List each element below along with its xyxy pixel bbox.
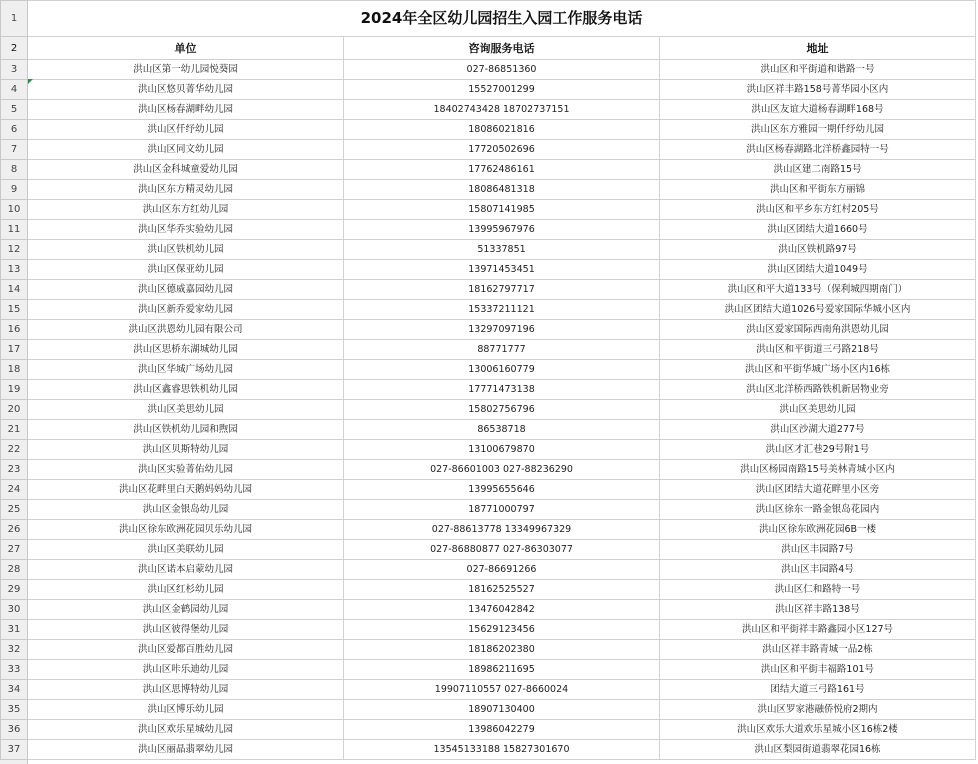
table-row bbox=[1, 360, 976, 380]
cell-unit[interactable]: 洪山区红杉幼儿园 bbox=[28, 580, 344, 600]
table-row bbox=[1, 400, 976, 420]
cell-address[interactable]: 洪山区丰园路7号 bbox=[660, 540, 976, 560]
cell-unit[interactable]: 洪山区东方红幼儿园 bbox=[28, 200, 344, 220]
cell-unit[interactable]: 洪山区新乔爱家幼儿园 bbox=[28, 300, 344, 320]
cell-address[interactable]: 洪山区沙湖大道277号 bbox=[660, 420, 976, 440]
cell-unit[interactable]: 洪山区丽晶翡翠幼儿园 bbox=[28, 740, 344, 760]
cell-phone[interactable]: 13100679870 bbox=[344, 440, 660, 460]
cell-unit[interactable]: 洪山区仟纾幼儿园 bbox=[28, 120, 344, 140]
cell-phone[interactable]: 86538718 bbox=[344, 420, 660, 440]
cell-address[interactable]: 洪山区友谊大道杨春湖畔168号 bbox=[660, 100, 976, 120]
cell-address[interactable]: 洪山区梨园街道翡翠花园16栋 bbox=[660, 740, 976, 760]
cell-unit[interactable]: 洪山区华城广场幼儿园 bbox=[28, 360, 344, 380]
cell-phone[interactable]: 15629123456 bbox=[344, 620, 660, 640]
cell-unit[interactable]: 洪山区花畔里白天鹅妈妈幼儿园 bbox=[28, 480, 344, 500]
header-unit[interactable]: 单位 bbox=[28, 37, 344, 60]
cell-address[interactable]: 洪山区和平街华城广场小区内16栋 bbox=[660, 360, 976, 380]
row-number[interactable]: 32 bbox=[1, 640, 28, 660]
cell-phone[interactable]: 18162525527 bbox=[344, 580, 660, 600]
header-row bbox=[1, 37, 976, 60]
row-number[interactable]: 30 bbox=[1, 600, 28, 620]
cell-unit[interactable]: 洪山区保亚幼儿园 bbox=[28, 260, 344, 280]
table-row bbox=[1, 240, 976, 260]
cell-phone[interactable]: 17720502696 bbox=[344, 140, 660, 160]
cell-unit[interactable]: 洪山区金科城童爱幼儿园 bbox=[28, 160, 344, 180]
row-number[interactable]: 23 bbox=[1, 460, 28, 480]
cell-phone[interactable]: 13545133188 15827301670 bbox=[344, 740, 660, 760]
row-number[interactable]: 27 bbox=[1, 540, 28, 560]
cell-address[interactable]: 洪山区祥丰路青城一品2栋 bbox=[660, 640, 976, 660]
cell-phone[interactable]: 027-86601003 027-88236290 bbox=[344, 460, 660, 480]
table-row bbox=[1, 340, 976, 360]
table-row bbox=[1, 680, 976, 700]
row-number[interactable]: 4 bbox=[1, 80, 28, 100]
cell-unit[interactable]: 洪山区德威嘉园幼儿园 bbox=[28, 280, 344, 300]
cell-phone[interactable]: 17762486161 bbox=[344, 160, 660, 180]
cell-unit[interactable]: 洪山区悠贝菁华幼儿园 bbox=[28, 80, 344, 100]
cell-unit[interactable]: 洪山区贝斯特幼儿园 bbox=[28, 440, 344, 460]
row-number[interactable]: 17 bbox=[1, 340, 28, 360]
row-number[interactable]: 21 bbox=[1, 420, 28, 440]
cell-phone[interactable]: 51337851 bbox=[344, 240, 660, 260]
cell-address[interactable]: 洪山区仁和路特一号 bbox=[660, 580, 976, 600]
table-row bbox=[1, 480, 976, 500]
cell-address[interactable]: 洪山区团结大道1049号 bbox=[660, 260, 976, 280]
header-phone[interactable]: 咨询服务电话 bbox=[344, 37, 660, 60]
table-row bbox=[1, 380, 976, 400]
row-number[interactable]: 1 bbox=[1, 1, 28, 37]
cell-unit[interactable]: 洪山区杨春湖畔幼儿园 bbox=[28, 100, 344, 120]
table-row bbox=[1, 60, 976, 80]
row-number[interactable]: 24 bbox=[1, 480, 28, 500]
cell-unit[interactable]: 洪山区铁机幼儿园 bbox=[28, 240, 344, 260]
row-number[interactable]: 33 bbox=[1, 660, 28, 680]
cell-unit[interactable]: 洪山区实验菁佑幼儿园 bbox=[28, 460, 344, 480]
cell-phone[interactable]: 18086021816 bbox=[344, 120, 660, 140]
cell-phone[interactable]: 15802756796 bbox=[344, 400, 660, 420]
table-row bbox=[1, 580, 976, 600]
row-number[interactable]: 35 bbox=[1, 700, 28, 720]
cell-address[interactable]: 团结大道三弓路161号 bbox=[660, 680, 976, 700]
row-number[interactable]: 34 bbox=[1, 680, 28, 700]
cell-address[interactable]: 洪山区欢乐大道欢乐星城小区16栋2楼 bbox=[660, 720, 976, 740]
row-number[interactable]: 13 bbox=[1, 260, 28, 280]
cell-phone[interactable]: 18402743428 18702737151 bbox=[344, 100, 660, 120]
row-number[interactable]: 18 bbox=[1, 360, 28, 380]
row-number[interactable]: 28 bbox=[1, 560, 28, 580]
cell-unit[interactable]: 洪山区铁机幼儿园和煦园 bbox=[28, 420, 344, 440]
table-row bbox=[1, 740, 976, 760]
cell-phone[interactable]: 027-86851360 bbox=[344, 60, 660, 80]
cell-unit[interactable]: 洪山区第一幼儿园悦葵园 bbox=[28, 60, 344, 80]
cell-unit[interactable]: 洪山区徐东欧洲花园贝乐幼儿园 bbox=[28, 520, 344, 540]
row-number[interactable]: 19 bbox=[1, 380, 28, 400]
cell-phone[interactable]: 18771000797 bbox=[344, 500, 660, 520]
cell-phone[interactable]: 13995967976 bbox=[344, 220, 660, 240]
cell-unit[interactable]: 洪山区东方精灵幼儿园 bbox=[28, 180, 344, 200]
cell-phone[interactable]: 027-86880877 027-86303077 bbox=[344, 540, 660, 560]
cell-address[interactable]: 洪山区祥丰路158号菁华园小区内 bbox=[660, 80, 976, 100]
cell-unit[interactable]: 洪山区同文幼儿园 bbox=[28, 140, 344, 160]
row-number[interactable]: 5 bbox=[1, 100, 28, 120]
header-address[interactable]: 地址 bbox=[660, 37, 976, 60]
cell-unit[interactable]: 洪山区美思幼儿园 bbox=[28, 400, 344, 420]
table-row bbox=[1, 140, 976, 160]
cell-unit[interactable]: 洪山区金鹤园幼儿园 bbox=[28, 600, 344, 620]
cell-address[interactable]: 洪山区祥丰路138号 bbox=[660, 600, 976, 620]
row-number[interactable]: 8 bbox=[1, 160, 28, 180]
cell-unit[interactable]: 洪山区思桥东湖城幼儿园 bbox=[28, 340, 344, 360]
row-number[interactable]: 6 bbox=[1, 120, 28, 140]
table-row bbox=[1, 660, 976, 680]
cell-address[interactable]: 洪山区铁机路97号 bbox=[660, 240, 976, 260]
cell-address[interactable]: 洪山区和平街祥丰路鑫园小区127号 bbox=[660, 620, 976, 640]
cell-phone[interactable]: 13986042279 bbox=[344, 720, 660, 740]
cell-phone[interactable]: 88771777 bbox=[344, 340, 660, 360]
table-row bbox=[1, 700, 976, 720]
cell-address[interactable]: 洪山区建二南路15号 bbox=[660, 160, 976, 180]
row-number[interactable]: 14 bbox=[1, 280, 28, 300]
cell-phone[interactable]: 027-86691266 bbox=[344, 560, 660, 580]
cell-unit[interactable]: 洪山区金银岛幼儿园 bbox=[28, 500, 344, 520]
row-number[interactable]: 31 bbox=[1, 620, 28, 640]
cell-phone[interactable]: 13476042842 bbox=[344, 600, 660, 620]
cell-address[interactable]: 洪山区和平街东方丽锦 bbox=[660, 180, 976, 200]
row-number[interactable]: 2 bbox=[1, 37, 28, 60]
cell-phone[interactable]: 13995655646 bbox=[344, 480, 660, 500]
table-row bbox=[1, 560, 976, 580]
row-number[interactable]: 10 bbox=[1, 200, 28, 220]
cell-address[interactable]: 洪山区和平街道和谐路一号 bbox=[660, 60, 976, 80]
cell-phone[interactable]: 18186202380 bbox=[344, 640, 660, 660]
row-number[interactable]: 37 bbox=[1, 740, 28, 760]
cell-address[interactable]: 洪山区丰园路4号 bbox=[660, 560, 976, 580]
cell-address[interactable]: 洪山区徐东欧洲花园6B一楼 bbox=[660, 520, 976, 540]
row-number[interactable]: 3 bbox=[1, 60, 28, 80]
cell-unit[interactable]: 洪山区美联幼儿园 bbox=[28, 540, 344, 560]
table-row bbox=[1, 220, 976, 240]
cell-address[interactable]: 洪山区团结大道1026号爱家国际华城小区内 bbox=[660, 300, 976, 320]
row-number[interactable]: 12 bbox=[1, 240, 28, 260]
cell-phone[interactable]: 18162797717 bbox=[344, 280, 660, 300]
cell-phone[interactable]: 15807141985 bbox=[344, 200, 660, 220]
cell-phone[interactable]: 13297097196 bbox=[344, 320, 660, 340]
cell-phone[interactable]: 19907110557 027-8660024 bbox=[344, 680, 660, 700]
row-number[interactable]: 22 bbox=[1, 440, 28, 460]
cell-unit[interactable]: 洪山区洪恩幼儿园有限公司 bbox=[28, 320, 344, 340]
cell-address[interactable]: 洪山区和平大道133号（保利城四期南门） bbox=[660, 280, 976, 300]
row-number[interactable]: 16 bbox=[1, 320, 28, 340]
cell-unit[interactable]: 洪山区博乐幼儿园 bbox=[28, 700, 344, 720]
row-number[interactable]: 36 bbox=[1, 720, 28, 740]
cell-address[interactable]: 洪山区美思幼儿园 bbox=[660, 400, 976, 420]
cell-phone[interactable]: 15527001299 bbox=[344, 80, 660, 100]
table-row bbox=[1, 320, 976, 340]
cell-comment-marker bbox=[28, 79, 33, 84]
table-row bbox=[1, 100, 976, 120]
cell-unit[interactable]: 洪山区彼得堡幼儿园 bbox=[28, 620, 344, 640]
table-row bbox=[1, 500, 976, 520]
row-number[interactable]: 7 bbox=[1, 140, 28, 160]
table-row bbox=[1, 620, 976, 640]
title-row bbox=[1, 1, 976, 37]
cell-phone[interactable]: 18086481318 bbox=[344, 180, 660, 200]
cell-phone[interactable]: 027-88613778 13349967329 bbox=[344, 520, 660, 540]
cell-phone[interactable]: 17771473138 bbox=[344, 380, 660, 400]
cell-address[interactable]: 洪山区徐东一路金银岛花园内 bbox=[660, 500, 976, 520]
table-row bbox=[1, 520, 976, 540]
table-row bbox=[1, 720, 976, 740]
cell-address[interactable]: 洪山区东方雅园一期仟纾幼儿园 bbox=[660, 120, 976, 140]
cell-unit[interactable]: 洪山区咔乐迪幼儿园 bbox=[28, 660, 344, 680]
row-number[interactable]: 15 bbox=[1, 300, 28, 320]
row-number[interactable]: 25 bbox=[1, 500, 28, 520]
table-row bbox=[1, 540, 976, 560]
sheet-title[interactable]: 2024年全区幼儿园招生入园工作服务电话 bbox=[28, 1, 976, 37]
table-row bbox=[1, 180, 976, 200]
cell-address[interactable]: 洪山区和平街丰福路101号 bbox=[660, 660, 976, 680]
row-number[interactable]: 11 bbox=[1, 220, 28, 240]
cell-unit[interactable]: 洪山区欢乐星城幼儿园 bbox=[28, 720, 344, 740]
cell-address[interactable]: 洪山区杨园南路15号美林青城小区内 bbox=[660, 460, 976, 480]
cell-address[interactable]: 洪山区北洋桥西路铁机新居物业旁 bbox=[660, 380, 976, 400]
table-row bbox=[1, 420, 976, 440]
cell-unit[interactable]: 洪山区爱都百胜幼儿园 bbox=[28, 640, 344, 660]
row-number[interactable]: 9 bbox=[1, 180, 28, 200]
cell-address[interactable]: 洪山区团结大道1660号 bbox=[660, 220, 976, 240]
cell-address[interactable]: 洪山区杨春湖路北洋桥鑫园特一号 bbox=[660, 140, 976, 160]
cell-address[interactable]: 洪山区和平乡东方红村205号 bbox=[660, 200, 976, 220]
table-row bbox=[1, 600, 976, 620]
table-row bbox=[1, 160, 976, 180]
table-row bbox=[1, 120, 976, 140]
cell-unit[interactable]: 洪山区诺本启蒙幼儿园 bbox=[28, 560, 344, 580]
cell-address[interactable]: 洪山区罗家港融侨悦府2期内 bbox=[660, 700, 976, 720]
cell-unit[interactable]: 洪山区鑫睿思铁机幼儿园 bbox=[28, 380, 344, 400]
row-number[interactable]: 29 bbox=[1, 580, 28, 600]
cell-phone[interactable]: 18986211695 bbox=[344, 660, 660, 680]
cell-address[interactable]: 洪山区团结大道花畔里小区旁 bbox=[660, 480, 976, 500]
table-row bbox=[1, 260, 976, 280]
cell-phone[interactable]: 13006160779 bbox=[344, 360, 660, 380]
row-number[interactable]: 26 bbox=[1, 520, 28, 540]
table-row bbox=[1, 440, 976, 460]
cell-unit[interactable]: 洪山区思博特幼儿园 bbox=[28, 680, 344, 700]
cell-unit[interactable]: 洪山区华乔实验幼儿园 bbox=[28, 220, 344, 240]
row-number[interactable]: 20 bbox=[1, 400, 28, 420]
cell-phone[interactable]: 13971453451 bbox=[344, 260, 660, 280]
table-row bbox=[1, 460, 976, 480]
table-row bbox=[1, 280, 976, 300]
cell-phone[interactable]: 18907130400 bbox=[344, 700, 660, 720]
table-row bbox=[1, 300, 976, 320]
cell-phone[interactable]: 15337211121 bbox=[344, 300, 660, 320]
table-row bbox=[1, 80, 976, 100]
table-row bbox=[1, 640, 976, 660]
table-row bbox=[1, 200, 976, 220]
cell-address[interactable]: 洪山区才汇巷29号附1号 bbox=[660, 440, 976, 460]
cell-address[interactable]: 洪山区和平街道三弓路218号 bbox=[660, 340, 976, 360]
cell-address[interactable]: 洪山区爱家国际西南角洪恩幼儿园 bbox=[660, 320, 976, 340]
